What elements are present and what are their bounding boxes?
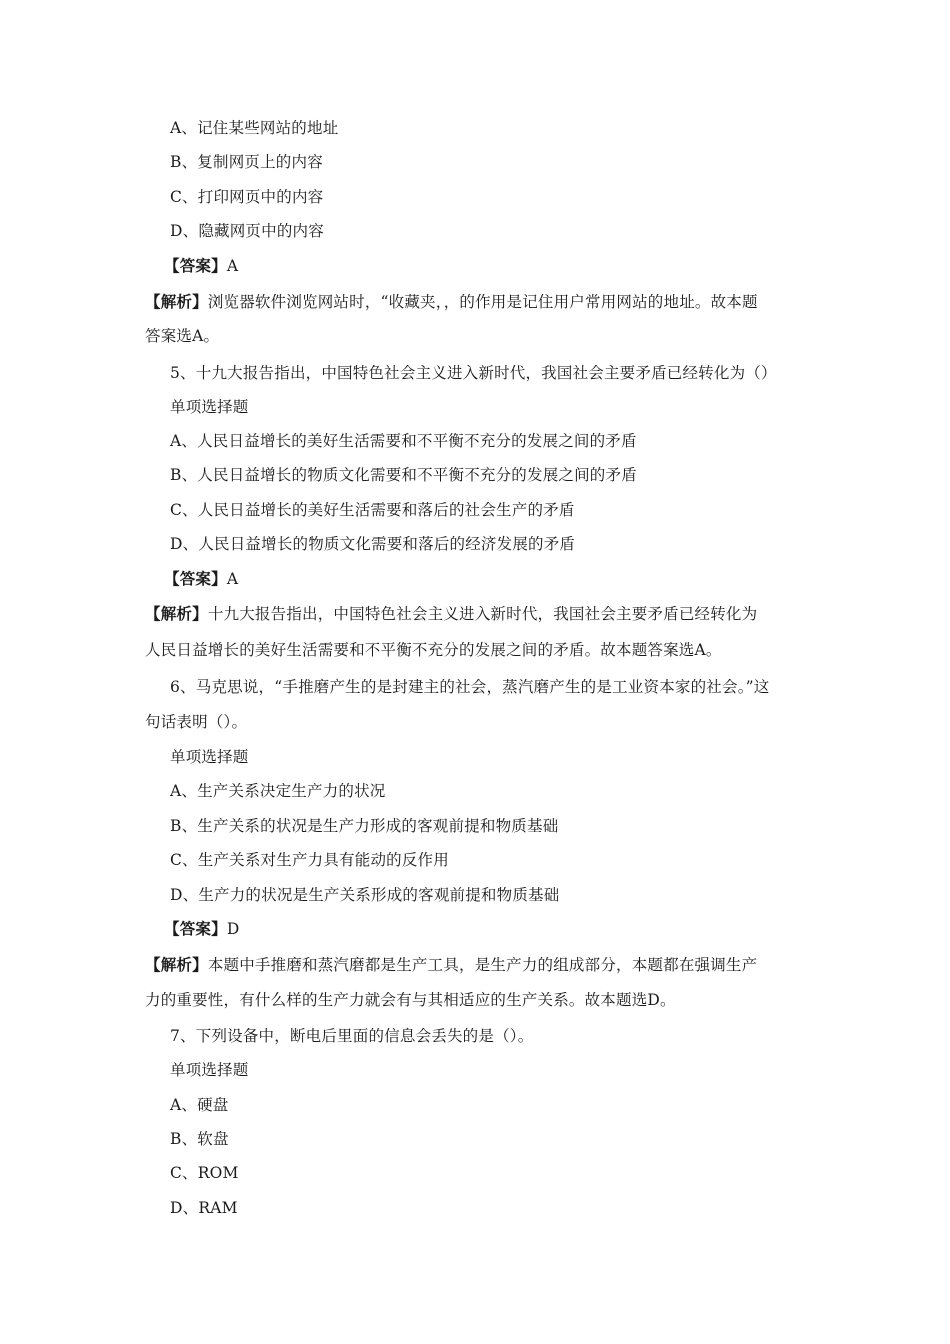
q5-question: 5、十九大报告指出，中国特色社会主义进入新时代，我国社会主要矛盾已经转化为（） [170, 364, 777, 382]
analysis-text: 浏览器软件浏览网站时，“收藏夹，，的作用是记住用户常用网站的地址。故本题 [207, 293, 758, 311]
answer-label: 【答案】 [164, 256, 227, 275]
q6-option-b: B、生产关系的状况是生产力形成的客观前提和物质基础 [170, 817, 559, 835]
analysis-label: 【解析】 [145, 604, 208, 623]
q6-option-d: D、生产力的状况是生产关系形成的客观前提和物质基础 [170, 886, 560, 904]
q6-question-line2: 句话表明（）。 [145, 713, 248, 731]
analysis-text: 十九大报告指出，中国特色社会主义进入新时代，我国社会主要矛盾已经转化为 [207, 605, 758, 623]
answer-label: 【答案】 [164, 919, 227, 938]
q5-analysis-line2: 人民日益增长的美好生活需要和不平衡不充分的发展之间的矛盾。故本题答案选A。 [145, 641, 722, 659]
analysis-text: 本题中手推磨和蒸汽磨都是生产工具，是生产力的组成部分，本题都在强调生产 [207, 956, 758, 974]
q6-analysis-line1 [145, 955, 757, 975]
q4-option-a: A、记住某些网站的地址 [170, 119, 339, 137]
q7-type: 单项选择题 [170, 1061, 249, 1079]
answer-label: 【答案】 [164, 569, 227, 588]
q6-option-c: C、生产关系对生产力具有能动的反作用 [170, 851, 449, 869]
q4-analysis-line2: 答案选A。 [145, 327, 220, 345]
q5-option-a: A、人民日益增长的美好生活需要和不平衡不充分的发展之间的矛盾 [170, 432, 637, 450]
q6-analysis-line2: 力的重要性，有什么样的生产力就会有与其相适应的生产关系。故本题选D。 [145, 991, 676, 1009]
q5-option-c: C、人民日益增长的美好生活需要和落后的社会生产的矛盾 [170, 501, 575, 519]
q6-answer [164, 919, 239, 939]
q5-analysis-line1 [145, 604, 757, 624]
q7-question: 7、下列设备中，断电后里面的信息会丢失的是（）。 [170, 1027, 534, 1045]
q5-option-d: D、人民日益增长的物质文化需要和落后的经济发展的矛盾 [170, 535, 576, 553]
q7-option-d: D、RAM [170, 1199, 238, 1217]
q4-option-c: C、打印网页中的内容 [170, 188, 324, 206]
q5-answer [164, 569, 238, 589]
q4-answer [164, 256, 238, 276]
q5-type: 单项选择题 [170, 398, 249, 416]
q6-question-line1: 6、马克思说，“手推磨产生的是封建主的社会，蒸汽磨产生的是工业资本家的社会。”这 [170, 678, 770, 696]
answer-value: D [226, 920, 240, 938]
analysis-label: 【解析】 [145, 955, 208, 974]
q4-option-d: D、隐藏网页中的内容 [170, 222, 324, 240]
q4-option-b: B、复制网页上的内容 [170, 153, 323, 171]
q5-option-b: B、人民日益增长的物质文化需要和不平衡不充分的发展之间的矛盾 [170, 466, 637, 484]
q6-option-a: A、生产关系决定生产力的状况 [170, 782, 386, 800]
q4-analysis-line1 [145, 292, 758, 312]
q7-option-c: C、ROM [170, 1164, 239, 1182]
q7-option-b: B、软盘 [170, 1130, 229, 1148]
answer-value: A [226, 570, 239, 588]
answer-value: A [226, 257, 239, 275]
q7-option-a: A、硬盘 [170, 1096, 229, 1114]
analysis-label: 【解析】 [145, 292, 208, 311]
q6-type: 单项选择题 [170, 748, 249, 766]
